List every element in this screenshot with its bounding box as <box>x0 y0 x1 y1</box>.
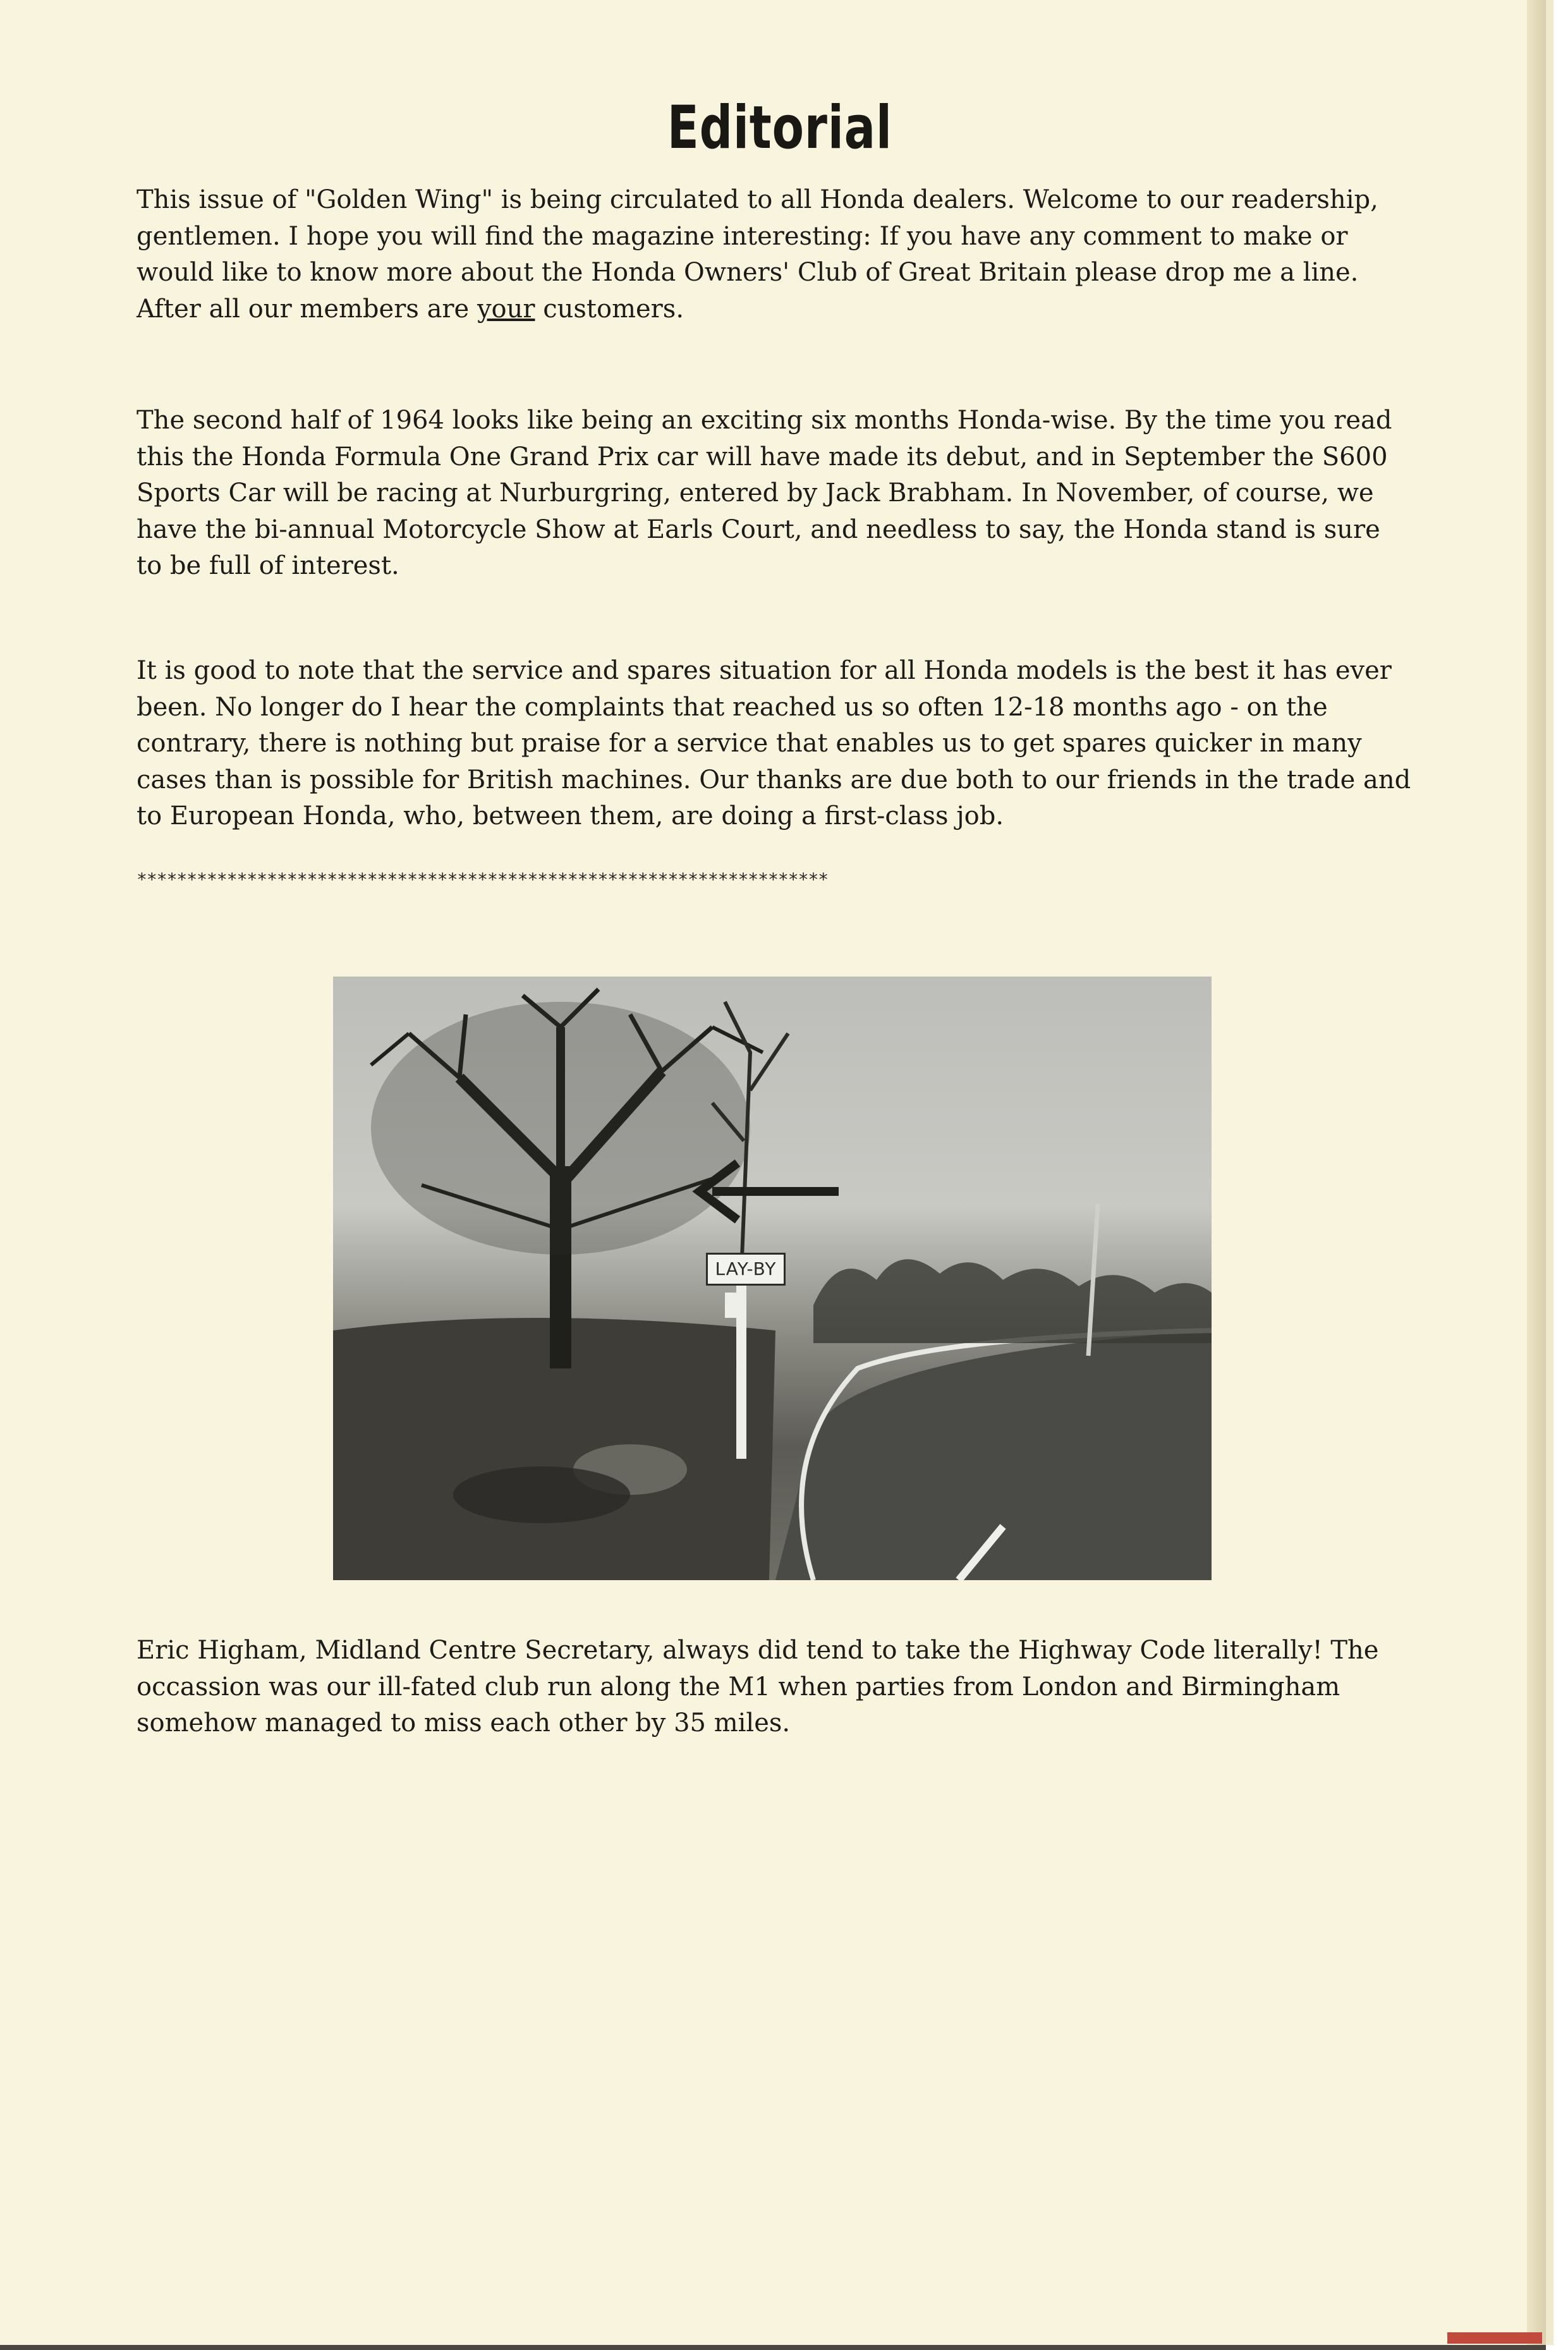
cover-edge-strip <box>1447 2332 1542 2344</box>
paragraph-service: It is good to note that the service and spares situation for all Honda models is the best it has ever been. No longer do I hear the complaints that reached us so often 12-18 months ago - on the contrary, there is nothing but praise for a service that enables us to get spares quicker in many cases than is possible for British machines. Our thanks are due both to our friends in the trade and to European Honda, who, between them, are doing a first-class job. <box>137 656 1411 831</box>
tree-canopy <box>371 1002 750 1255</box>
paragraph-welcome-end: customers. <box>535 294 684 324</box>
layby-photo <box>333 977 1212 1580</box>
photo-caption: Eric Higham, Midland Centre Secretary, always did tend to take the Highway Code literally! The occassion was our ill-fated club run along the M1 when parties from London and Birmingham somehow managed to miss each other by 35 miles. <box>137 1636 1379 1738</box>
paragraph-welcome-text: This issue of "Golden Wing" is being circulated to all Honda dealers. Welcome to our readership, gentlemen. I hope you will find the magazine interesting: If you have any comment to make or would like to know more about the Honda Owners' Club of Great Britain please drop me a line. After all our members are <box>137 185 1378 324</box>
page-bottom-edge <box>0 2345 1546 2350</box>
page-edge <box>1527 0 1546 2345</box>
small-plate <box>725 1293 740 1318</box>
paragraph-welcome <box>137 182 1413 327</box>
foreground-shadow <box>453 1466 630 1523</box>
distant-treeline <box>813 1259 1212 1343</box>
page-title: Editorial <box>667 94 892 162</box>
asterisk-separator: ********************************************************************* <box>137 869 829 890</box>
underlined-word: your <box>477 294 535 324</box>
paragraph-season: The second half of 1964 looks like being an exciting six months Honda-wise. By the time you read this the Honda Formula One Grand Prix car will have made its debut, and in September the S600 Sports Car will be racing at Nurburgring, entered by Jack Brabham. In November, of course, we have the bi-annual Motorcycle Show at Earls Court, and needless to say, the Honda stand is sure to be full of interest. <box>137 406 1392 580</box>
layby-sign: LAY-BY <box>706 1253 786 1286</box>
